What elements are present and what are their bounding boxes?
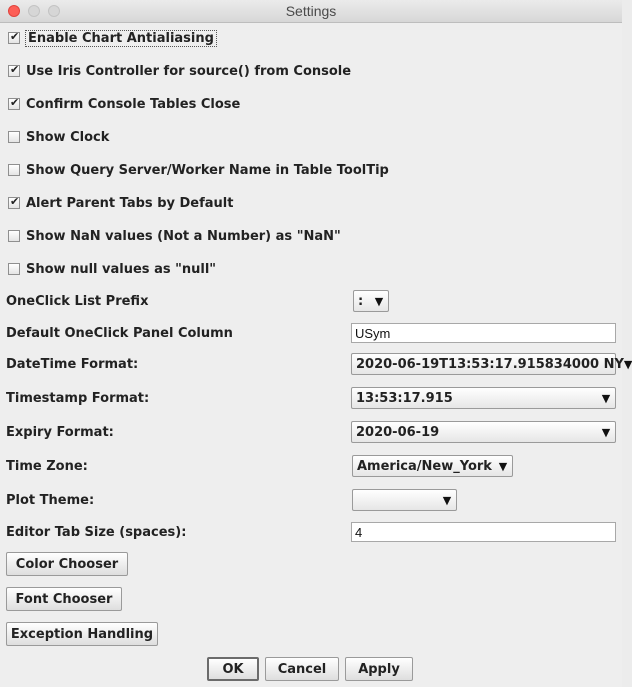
oneclick-prefix-dropdown[interactable]	[353, 290, 389, 312]
checkbox-label[interactable]: Show null values as "null"	[26, 261, 217, 277]
checkbox-chart-antialiasing[interactable]	[8, 32, 20, 44]
datetime-format-dropdown[interactable]	[351, 353, 632, 375]
editor-tab-size-label: Editor Tab Size (spaces):	[6, 525, 187, 540]
dropdown-value: :	[358, 293, 364, 309]
checkbox-confirm-close[interactable]	[8, 98, 20, 110]
exception-handling-button[interactable]: Exception Handling	[6, 622, 158, 646]
datetime-format-label: DateTime Format:	[6, 357, 139, 372]
time-zone-label: Time Zone:	[6, 459, 88, 474]
expiry-format-label: Expiry Format:	[6, 425, 114, 440]
checkbox-show-null[interactable]	[8, 263, 20, 275]
oneclick-column-label: Default OneClick Panel Column	[6, 326, 233, 341]
cancel-button[interactable]: Cancel	[265, 657, 339, 681]
checkbox-row-chart-antialiasing[interactable]	[8, 28, 216, 48]
plot-theme-label: Plot Theme:	[6, 493, 95, 508]
chevron-down-icon: ▼	[498, 459, 508, 473]
timestamp-format-label: Timestamp Format:	[6, 391, 150, 406]
title-bar[interactable]	[0, 0, 622, 23]
checkbox-row-show-clock[interactable]	[8, 127, 109, 147]
chevron-down-icon: ▼	[374, 294, 384, 308]
plot-theme-dropdown[interactable]	[352, 489, 457, 511]
checkbox-label[interactable]: Use Iris Controller for source() from Console	[26, 63, 352, 79]
checkbox-label[interactable]: Alert Parent Tabs by Default	[26, 195, 234, 211]
chevron-down-icon: ▼	[442, 493, 452, 507]
oneclick-column-field[interactable]	[351, 323, 616, 343]
checkbox-label[interactable]: Show Query Server/Worker Name in Table ToolTip	[26, 162, 389, 178]
checkbox-alert-parent-tabs[interactable]	[8, 197, 20, 209]
checkbox-show-nan[interactable]	[8, 230, 20, 242]
checkbox-worker-name[interactable]	[8, 164, 20, 176]
oneclick-prefix-label: OneClick List Prefix	[6, 294, 149, 309]
checkbox-show-clock[interactable]	[8, 131, 20, 143]
timestamp-format-dropdown[interactable]	[351, 387, 616, 409]
dropdown-value: America/New_York	[357, 458, 492, 474]
dropdown-value: 2020-06-19	[356, 424, 440, 440]
dropdown-value: 13:53:17.915	[356, 390, 453, 406]
checkbox-row-iris-controller[interactable]	[8, 61, 351, 81]
dropdown-value: 2020-06-19T13:53:17.915834000 NY	[356, 356, 624, 372]
apply-button[interactable]: Apply	[345, 657, 413, 681]
checkbox-label[interactable]: Show Clock	[26, 129, 110, 145]
expiry-format-dropdown[interactable]	[351, 421, 616, 443]
checkbox-label[interactable]: Enable Chart Antialiasing	[28, 30, 214, 46]
time-zone-dropdown[interactable]	[352, 455, 513, 477]
checkbox-label[interactable]: Show NaN values (Not a Number) as "NaN"	[26, 228, 341, 244]
checkbox-row-alert-parent-tabs[interactable]	[8, 193, 233, 213]
editor-tab-size-field[interactable]	[351, 522, 616, 542]
chevron-down-icon: ▼	[623, 357, 632, 371]
chevron-down-icon: ▼	[601, 391, 611, 405]
checkbox-row-confirm-close[interactable]	[8, 94, 240, 114]
checkbox-row-show-null[interactable]	[8, 259, 216, 279]
checkbox-row-worker-name[interactable]	[8, 160, 389, 180]
ok-button[interactable]: OK	[207, 657, 259, 681]
checkbox-row-show-nan[interactable]	[8, 226, 341, 246]
color-chooser-button[interactable]: Color Chooser	[6, 552, 128, 576]
checkbox-iris-controller[interactable]	[8, 65, 20, 77]
checkbox-label[interactable]: Confirm Console Tables Close	[26, 96, 241, 112]
window-title: Settings	[285, 3, 337, 19]
font-chooser-button[interactable]: Font Chooser	[6, 587, 122, 611]
chevron-down-icon: ▼	[601, 425, 611, 439]
